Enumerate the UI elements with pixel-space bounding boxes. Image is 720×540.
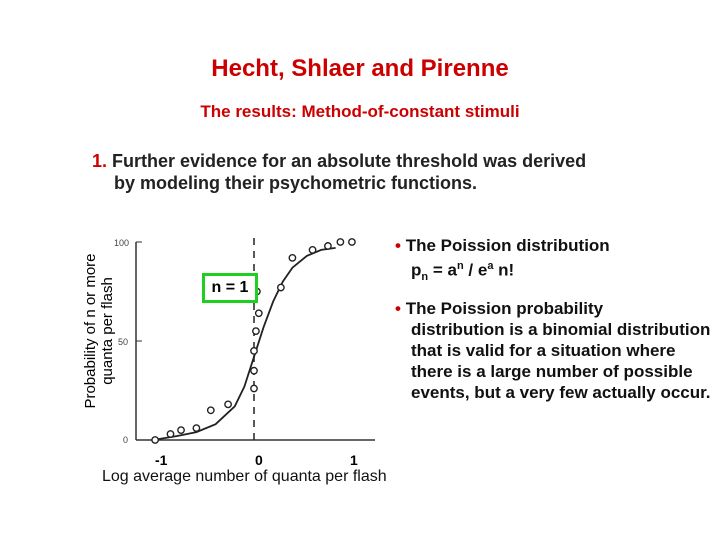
y-tick-label-50: 50	[118, 337, 129, 347]
data-point-14	[309, 247, 315, 253]
data-point-17	[349, 239, 355, 245]
data-point-1	[167, 431, 173, 437]
bullet-list	[395, 235, 715, 403]
data-point-8	[251, 348, 257, 354]
data-point-7	[251, 368, 257, 374]
formula-equals-a: = a	[428, 260, 457, 280]
bullet-2-line-1: The Poission probability	[405, 299, 604, 319]
y-axis-label-line-2: quanta per flash	[99, 277, 116, 385]
bullet-marker: •	[395, 236, 401, 255]
x-tick-label-1: 1	[350, 452, 358, 468]
x-tick-label-0: 0	[255, 452, 263, 468]
data-point-3	[193, 425, 199, 431]
data-point-16	[337, 239, 343, 245]
data-point-0	[152, 437, 158, 443]
formula-p-subscript: n	[421, 271, 429, 284]
formula-e-superscript: a	[487, 260, 494, 272]
x-axis-label: Log average number of quanta per flash	[102, 468, 387, 485]
data-point-12	[278, 284, 284, 290]
key-point	[92, 150, 692, 194]
data-point-9	[253, 328, 259, 334]
y-tick-label-100: 100	[114, 238, 130, 248]
data-point-10	[256, 310, 262, 316]
bullet-poisson-probability	[395, 298, 715, 403]
bullet-marker: •	[395, 299, 401, 319]
point-line-1: Further evidence for an absolute threshold was derived	[112, 151, 587, 171]
data-point-15	[325, 243, 331, 249]
y-tick-label-0: 0	[123, 435, 129, 445]
poisson-formula	[395, 256, 715, 288]
bullet-poisson-formula	[395, 235, 715, 288]
n-equals-1-label: n = 1	[202, 273, 258, 303]
slide-subtitle: The results: Method-of-constant stimuli	[200, 102, 520, 121]
formula-p: p	[411, 260, 422, 280]
formula-a-superscript: n	[456, 260, 464, 272]
bullet-1-line-1: The Poission distribution	[405, 236, 610, 255]
data-point-4	[208, 407, 214, 413]
point-line-2: by modeling their psychometric functions.	[114, 173, 478, 193]
data-point-2	[178, 427, 184, 433]
bullet-2-body: distribution is a binomial distribution that is valid for a situation where there is a large number of possible events, but a very few actually occur.	[411, 320, 711, 403]
formula-factorial: n!	[493, 260, 515, 280]
data-point-5	[225, 401, 231, 407]
y-axis-label-line-1: Probability of n or more	[82, 253, 99, 409]
formula-div-e: / e	[463, 260, 488, 280]
slide-title: Hecht, Shlaer and Pirenne	[211, 55, 509, 82]
data-point-13	[289, 255, 295, 261]
point-number: 1.	[92, 151, 108, 171]
data-point-6	[251, 385, 257, 391]
psychometric-chart	[110, 232, 380, 454]
x-tick-label-neg1: -1	[155, 452, 168, 468]
